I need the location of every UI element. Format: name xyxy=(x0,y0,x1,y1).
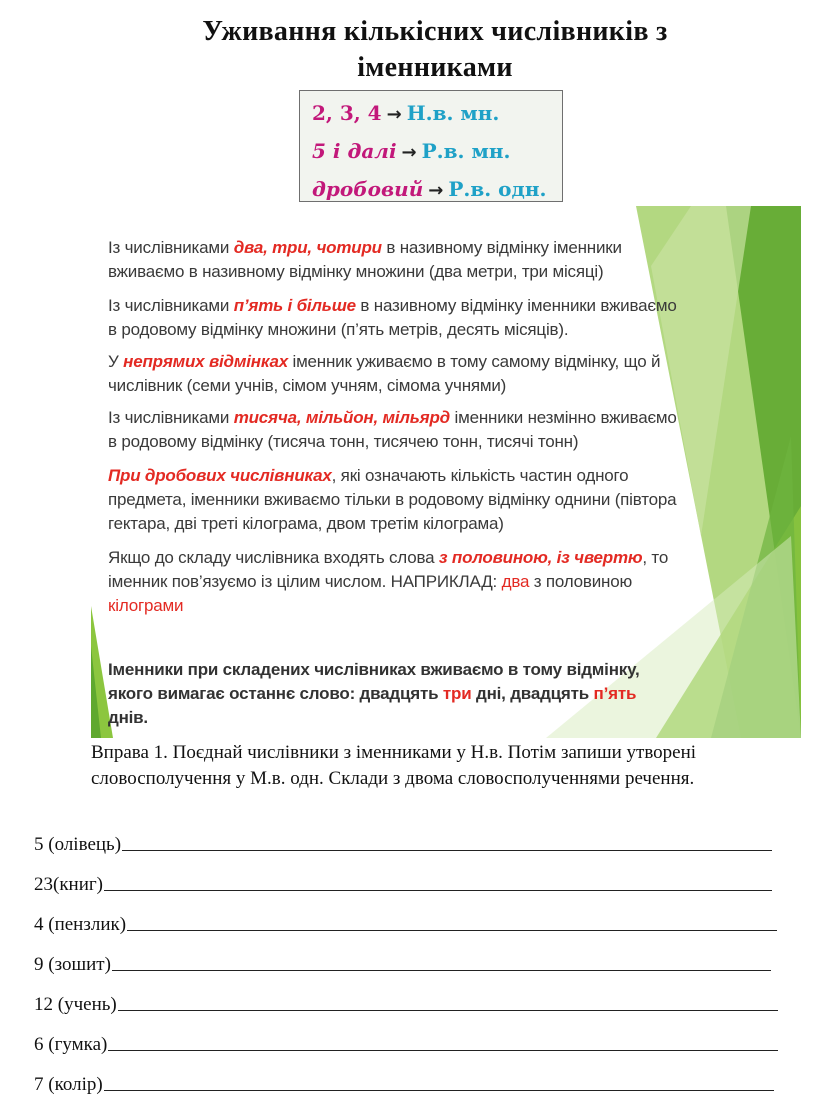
highlight: три xyxy=(442,684,472,703)
rule-paragraph xyxy=(108,236,678,284)
highlight: два, три, чотири xyxy=(233,238,382,257)
answer-line[interactable] xyxy=(104,889,772,891)
text: Із числівниками xyxy=(108,296,234,315)
rule-numerals: 5 і далі xyxy=(312,139,397,163)
text: , які означають кількість частин одного предмета, іменники вживаємо тільки в родовому відмінку однини (півтора гектара, дві треті кілограма, двом третім кілограма) xyxy=(108,466,677,533)
rule-paragraph xyxy=(108,546,678,618)
text: днів. xyxy=(108,708,148,727)
arrow-right-icon: → xyxy=(401,142,417,163)
answer-row[interactable] xyxy=(34,906,777,936)
rule-paragraph xyxy=(108,406,678,454)
rule-case: Н.в. мн. xyxy=(406,101,500,125)
highlight: два xyxy=(501,572,530,591)
item-label: 6 (гумка) xyxy=(34,1034,108,1055)
answer-line[interactable] xyxy=(112,969,771,971)
item-label: 5 (олівець) xyxy=(34,834,122,855)
item-label: 4 (пензлик) xyxy=(34,914,127,935)
rule-case: Р.в. одн. xyxy=(448,177,547,201)
title-line-2: іменниками xyxy=(357,52,513,83)
rule-row xyxy=(312,133,562,171)
text: Із числівниками xyxy=(108,238,234,257)
answer-line[interactable] xyxy=(118,1009,778,1011)
item-label: 12 (учень) xyxy=(34,994,117,1015)
title-line-1: Уживання кількісних числівників з xyxy=(202,16,668,47)
text: , то іменник пов’язуємо із цілим числом. НАПРИКЛАД: xyxy=(108,548,669,591)
arrow-right-icon: → xyxy=(428,180,444,201)
text: з половиною xyxy=(529,572,633,591)
answer-row[interactable] xyxy=(34,1066,774,1096)
text: Іменники при складених числівниках вживаємо в тому відмінку, якого вимагає останнє слово: двадцять xyxy=(108,660,640,703)
item-label: 23(книг) xyxy=(34,874,104,895)
text: дні, двадцять xyxy=(471,684,594,703)
answer-line[interactable] xyxy=(122,849,772,851)
text: в називному відмінку іменники вживаємо в родовому відмінку множини (п’ять метрів, десять місяців). xyxy=(108,296,677,339)
rule-row xyxy=(312,171,562,209)
text: іменник уживаємо в тому самому відмінку, що й числівник (семи учнів, сімом учням, сімома учнями) xyxy=(108,352,661,395)
highlight: п’ять і більше xyxy=(233,296,356,315)
highlight: При дробових числівниках xyxy=(108,466,332,485)
highlight: кілограми xyxy=(108,596,184,615)
rule-paragraph xyxy=(108,350,678,398)
answer-row[interactable] xyxy=(34,946,771,976)
rule-paragraph xyxy=(108,464,678,536)
text: в називному відмінку іменники вживаємо в називному відмінку множини (два метри, три місяці) xyxy=(108,238,622,281)
text: іменники незмінно вживаємо в родовому відмінку (тисяча тонн, тисячею тонн, тисячі тонн) xyxy=(108,408,677,451)
rule-summary-box xyxy=(299,90,563,202)
item-label: 7 (колір) xyxy=(34,1074,103,1095)
answer-line[interactable] xyxy=(104,1089,774,1091)
rules-slide xyxy=(91,206,801,738)
highlight: непрямих відмінках xyxy=(123,352,288,371)
item-label: 9 (зошит) xyxy=(34,954,111,975)
answer-row[interactable] xyxy=(34,826,772,856)
highlight: з половиною, із чвертю xyxy=(438,548,643,567)
page-title xyxy=(120,14,750,86)
rule-numerals: 2, 3, 4 xyxy=(312,101,382,125)
rule-case: Р.в. мн. xyxy=(421,139,511,163)
answer-row[interactable] xyxy=(34,986,778,1016)
rule-numerals: дробовий xyxy=(312,177,424,201)
answer-row[interactable] xyxy=(34,1026,778,1056)
text: У xyxy=(108,352,124,371)
exercise-instructions: Вправа 1. Поєднай числівники з іменниками у Н.в. Потім запиши утворені словосполучення у М.в. одн. Склади з двома словосполученнями речення. xyxy=(91,742,697,789)
highlight: п’ять xyxy=(593,684,637,703)
answer-line[interactable] xyxy=(127,929,777,931)
arrow-right-icon: → xyxy=(386,104,402,125)
rule-row xyxy=(312,95,562,133)
answer-line[interactable] xyxy=(108,1049,778,1051)
text: Якщо до складу числівника входять слова xyxy=(108,548,439,567)
text: Із числівниками xyxy=(108,408,234,427)
rule-paragraph xyxy=(108,294,678,342)
highlight: тисяча, мільйон, мільярд xyxy=(233,408,450,427)
rule-paragraph xyxy=(108,658,678,730)
answer-row[interactable] xyxy=(34,866,772,896)
